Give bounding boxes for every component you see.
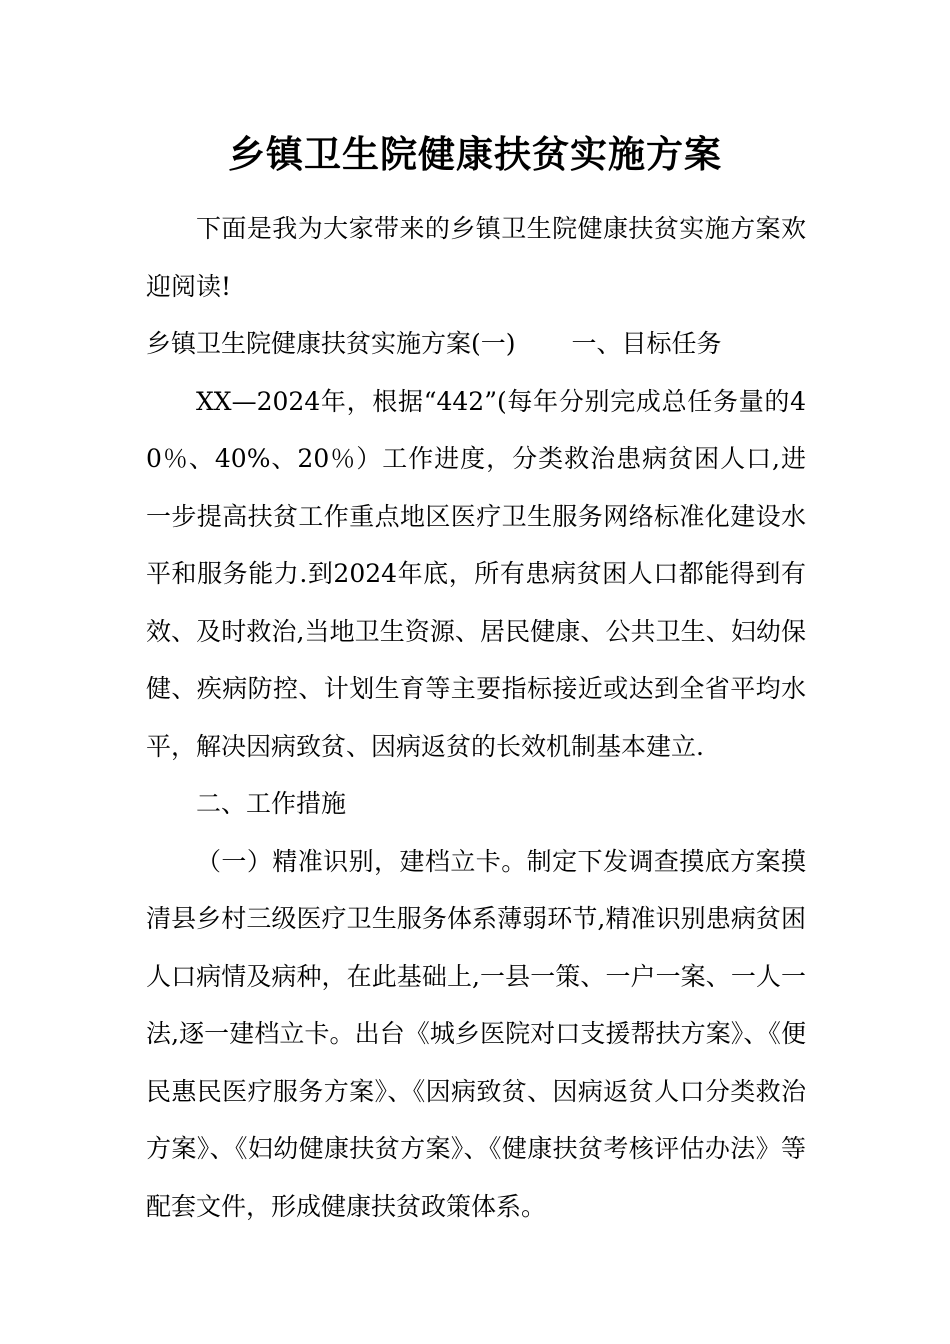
part-heading-line [146,315,806,373]
measure1-paragraph: （一）精准识别，建档立卡。制定下发调查摸底方案摸清县乡村三级医疗卫生服务体系薄弱环节,精准识别患病贫困人口病情及病种，在此基础上,一县一策、一户一案、一人一法,逐一建档立卡。出台《城乡医院对口支援帮扶方案》、《便民惠民医疗服务方案》、《因病致贫、因病返贫人口分类救治方案》、《妇幼健康扶贫方案》、《健康扶贫考核评估办法》等配套文件，形成健康扶贫政策体系。 [146,846,806,1221]
section1-heading: 一、目标任务 [571,329,722,358]
intro-paragraph: 下面是我为大家带来的乡镇卫生院健康扶贫实施方案欢迎阅读! [146,214,806,301]
document-title: 乡镇卫生院健康扶贫实施方案 [228,132,722,176]
section2-heading: 二、工作措施 [196,789,347,818]
document-body [146,200,806,1235]
part-heading: 乡镇卫生院健康扶贫实施方案(一) [146,329,516,358]
section1-body: XX—2024年，根据“442”(每年分别完成总任务量的40％、40%、20％）工作进度，分类救治患病贫困人口,进一步提高扶贫工作重点地区医疗卫生服务网络标准化建设水平和服务能力.到2024年底，所有患病贫困人口都能得到有效、及时救治,当地卫生资源、居民健康、公共卫生、妇幼保健、疾病防控、计划生育等主要指标接近或达到全省平均水平，解决因病致贫、因病返贫的长效机制基本建立. [146,386,806,761]
